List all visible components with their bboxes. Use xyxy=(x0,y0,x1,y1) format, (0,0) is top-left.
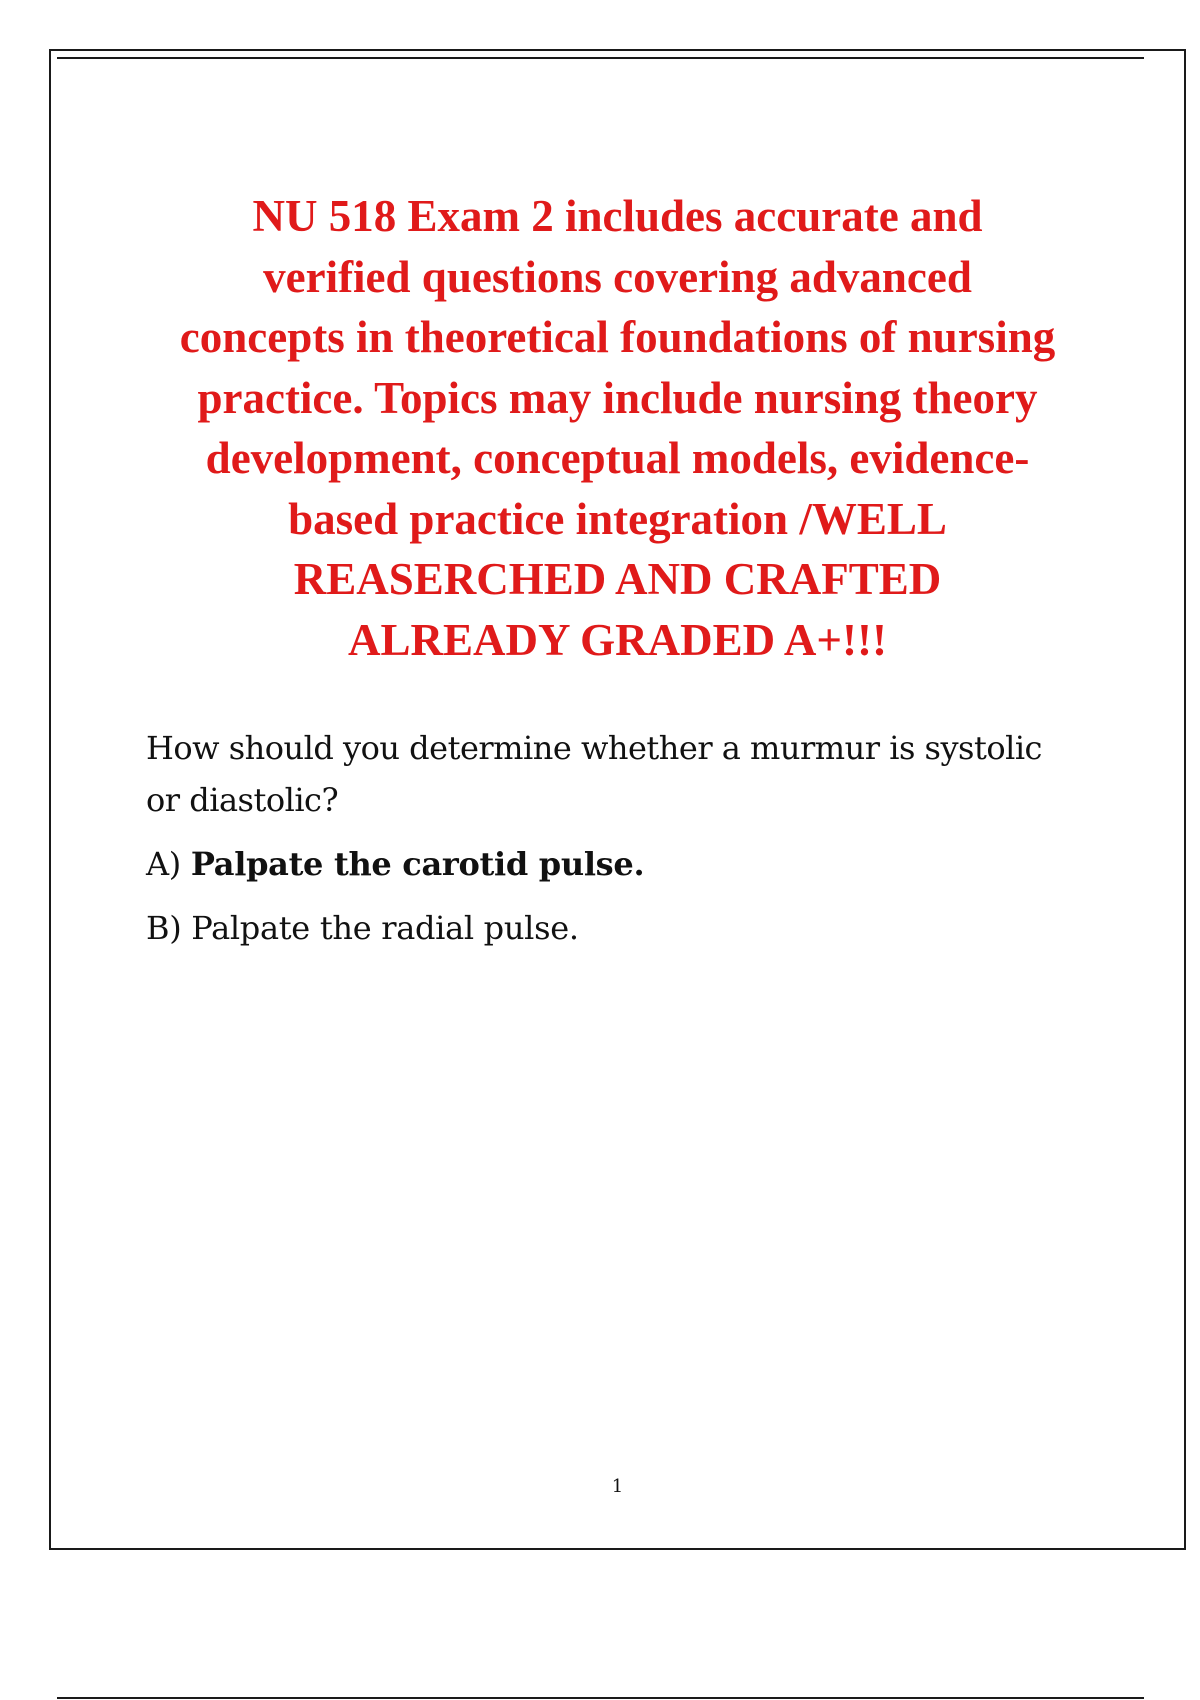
title-line: concepts in theoretical foundations of nursing xyxy=(179,312,1056,362)
document-title xyxy=(120,186,1115,670)
title-line: based practice integration /WELL xyxy=(288,493,947,544)
option-text-correct: Palpate the carotid pulse. xyxy=(190,845,645,883)
option-letter: B) xyxy=(146,909,182,947)
question-text xyxy=(146,722,1106,826)
page-number: 1 xyxy=(611,1476,624,1497)
option-letter: A) xyxy=(146,845,181,883)
question-line: How should you determine whether a murmur is systolic xyxy=(146,729,1042,767)
option-text: Palpate the radial pulse. xyxy=(191,909,579,947)
title-line: verified questions covering advanced xyxy=(263,251,972,302)
answer-option-a xyxy=(146,838,1106,890)
title-line: NU 518 Exam 2 includes accurate and xyxy=(252,191,983,241)
title-line: practice. Topics may include nursing theory xyxy=(197,372,1038,423)
answer-option-b xyxy=(146,902,1106,954)
title-line: development, conceptual models, evidence- xyxy=(205,433,1030,483)
title-line: ALREADY GRADED A+!!! xyxy=(348,614,887,665)
question-line: or diastolic? xyxy=(146,781,339,819)
question-block xyxy=(146,722,1106,954)
bottom-rule xyxy=(57,1697,1144,1699)
title-line: REASERCHED AND CRAFTED xyxy=(293,554,942,604)
top-rule xyxy=(57,57,1144,59)
